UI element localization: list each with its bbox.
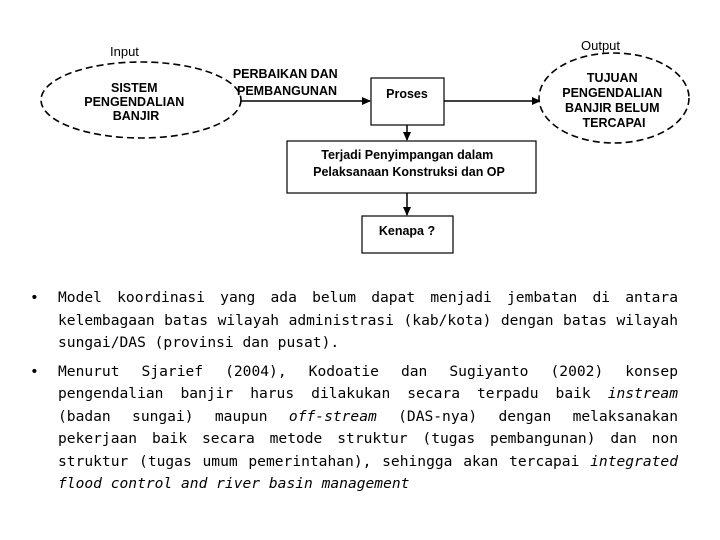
input-caption: Input xyxy=(110,44,139,59)
bullet-text: (DAS-nya) dengan melaksanakan pekerjaan baik secara metode struktur (tugas pembangunan) dan non struktur (tugas umum pemerintahan), sehingga akan tercapai xyxy=(58,407,678,470)
bullet-italic-term: off-stream xyxy=(288,407,377,425)
input-ellipse-label: SISTEM PENGENDALIAN BANJIR xyxy=(84,81,185,123)
output-ellipse-label: TUJUAN PENGENDALIAN BANJIR BELUM TERCAPAI xyxy=(562,71,663,130)
bullet-italic-term: instream xyxy=(607,385,678,402)
bullet-list xyxy=(30,287,678,496)
bullet-italic-term: integrated flood control and river basin management xyxy=(58,452,678,492)
bullet-item xyxy=(30,361,678,496)
repair-development-label: PERBAIKAN DAN PEMBANGUNAN xyxy=(232,67,338,98)
process-label: Proses xyxy=(386,87,428,101)
bullet-text: Model koordinasi yang ada belum dapat menjadi jembatan di antara kelembagaan batas wilayah administrasi (kab/kota) dengan batas wilayah sungai/DAS (provinsi dan pusat). xyxy=(58,289,678,351)
bullet-item xyxy=(30,287,678,355)
bullet-text: (badan sungai) maupun xyxy=(58,407,289,425)
bullet-text: Menurut Sjarief (2004), Kodoatie dan Sugiyanto (2002) konsep pengendalian banjir harus dilakukan secara terpadu baik xyxy=(58,362,678,402)
output-caption: Output xyxy=(581,38,621,53)
question-label: Kenapa ? xyxy=(378,224,436,238)
bullet-dot: • xyxy=(30,289,39,306)
bullet-dot: • xyxy=(30,362,39,380)
deviation-label: Terjadi Penyimpangan dalam Pelaksanaan Konstruksi dan OP xyxy=(313,148,505,179)
process-box xyxy=(371,78,444,125)
